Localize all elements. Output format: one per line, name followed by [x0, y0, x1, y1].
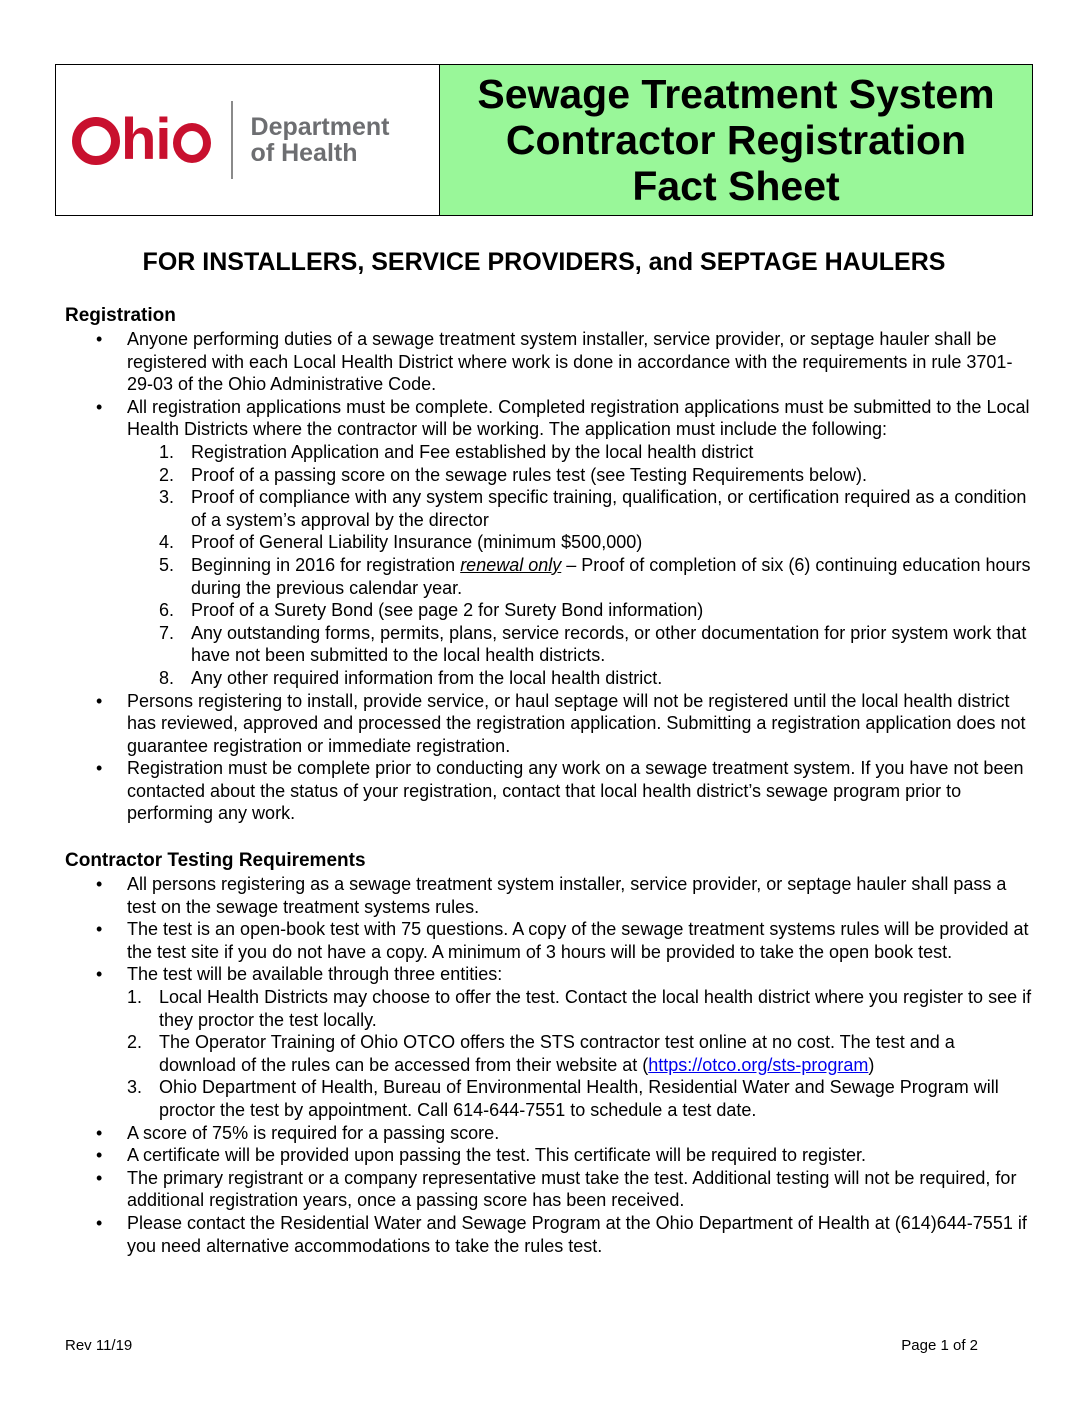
list-item	[65, 963, 1033, 1121]
list-item: 6. Proof of a Surety Bond (see page 2 for Surety Bond information)	[159, 600, 704, 621]
list-item: • A score of 75% is required for a passing score.	[65, 1122, 1033, 1145]
list-item	[65, 396, 1033, 690]
logo-divider	[231, 101, 233, 179]
title-line3: Fact Sheet	[632, 163, 840, 209]
title-line1: Sewage Treatment System	[477, 71, 995, 117]
list-item: • The primary registrant or a company representative must take the test. Additional testing will not be required, for additional registration years, once a passing score has been received.	[65, 1167, 1033, 1212]
title-line2: Contractor Registration	[505, 117, 967, 163]
list-item: 3. Proof of compliance with any system specific training, qualification, or certification required as a condition of a system’s approval by the director	[159, 487, 1027, 530]
list-item: 2. The Operator Training of Ohio OTCO offers the STS contractor test online at no cost. The test and a download of the rules can be accessed from their website at (https://otco.org/sts-program)	[127, 1032, 955, 1075]
renewal-only-emphasis: renewal only	[460, 554, 562, 575]
list-item: 1. Local Health Districts may choose to offer the test. Contact the local health district where you register to see if they proctor the test locally.	[127, 987, 1032, 1030]
registration-list	[65, 328, 1033, 825]
list-item: 2. Proof of a passing score on the sewage rules test (see Testing Requirements below).	[159, 464, 868, 485]
list-item: • All persons registering as a sewage treatment system installer, service provider, or septage hauler shall pass a test on the sewage treatment systems rules.	[65, 873, 1033, 918]
page-number: Page 1 of 2	[901, 1337, 978, 1354]
list-item: 1. Registration Application and Fee established by the local health district	[159, 441, 754, 462]
list-item: • Persons registering to install, provide service, or haul septage will not be registered until the local health district has reviewed, approved and processed the registration application. Submitting a registration application does not guarantee registration or immediate registration.	[65, 690, 1033, 758]
list-item: 8. Any other required information from the local health district.	[159, 667, 663, 688]
list-item: • Please contact the Residential Water and Sewage Program at the Ohio Department of Health at (614)644-7551 if you need alternative accommodations to take the rules test.	[65, 1212, 1033, 1257]
header-box	[55, 64, 1033, 216]
otco-link[interactable]: https://otco.org/sts-program	[648, 1054, 869, 1075]
bullet-text: All registration applications must be complete. Completed registration applications must be submitted to the Local Health Districts where the contractor will be working. The application must include the following:	[127, 396, 1030, 440]
logo-dept-line2: of Health	[250, 139, 358, 167]
logo-dept-line1: Department	[250, 112, 390, 141]
logo-ohio-wordmark: hi	[72, 111, 211, 169]
revision-label: Rev 11/19	[65, 1337, 133, 1354]
document-title	[477, 71, 994, 209]
main-content	[65, 304, 1033, 1257]
odh-logo	[56, 65, 440, 215]
list-item: 4. Proof of General Liability Insurance (minimum $500,000)	[159, 532, 643, 553]
list-item: • The test is an open-book test with 75 questions. A copy of the sewage treatment systems rules will be provided at the test site if you do not have a copy. A minimum of 3 hours will be provided to take the open book test.	[65, 918, 1033, 963]
title-cell	[440, 65, 1032, 215]
bullet-text: The test will be available through three entities:	[127, 964, 503, 985]
audience-subtitle: FOR INSTALLERS, SERVICE PROVIDERS, and SEPTAGE HAULERS	[142, 248, 946, 276]
requirements-list	[127, 441, 1033, 690]
testing-entities-list	[127, 986, 1033, 1122]
registration-heading: Registration	[65, 305, 176, 326]
list-item: • Anyone performing duties of a sewage treatment system installer, service provider, or septage hauler shall be registered with each Local Health District where work is done in accordance with the requirements in rule 3701-29-03 of the Ohio Administrative Code.	[65, 328, 1033, 396]
list-item: 5. Beginning in 2016 for registration renewal only – Proof of completion of six (6) continuing education hours during the previous calendar year.	[159, 554, 1031, 598]
list-item: • Registration must be complete prior to conducting any work on a sewage treatment system. If you have not been contacted about the status of your registration, contact that local health district’s sewage program prior to performing any work.	[65, 757, 1033, 825]
list-item: 7. Any outstanding forms, permits, plans, service records, or other documentation for prior system work that have not been submitted to the local health districts.	[159, 622, 1027, 666]
logo-department-text	[251, 114, 390, 167]
list-item: • A certificate will be provided upon passing the test. This certificate will be required to register.	[65, 1144, 1033, 1167]
testing-heading: Contractor Testing Requirements	[65, 850, 366, 872]
testing-list	[65, 873, 1033, 1257]
list-item: 3. Ohio Department of Health, Bureau of Environmental Health, Residential Water and Sewage Program will proctor the test by appointment. Call 614-644-7551 to schedule a test date.	[127, 1077, 999, 1120]
